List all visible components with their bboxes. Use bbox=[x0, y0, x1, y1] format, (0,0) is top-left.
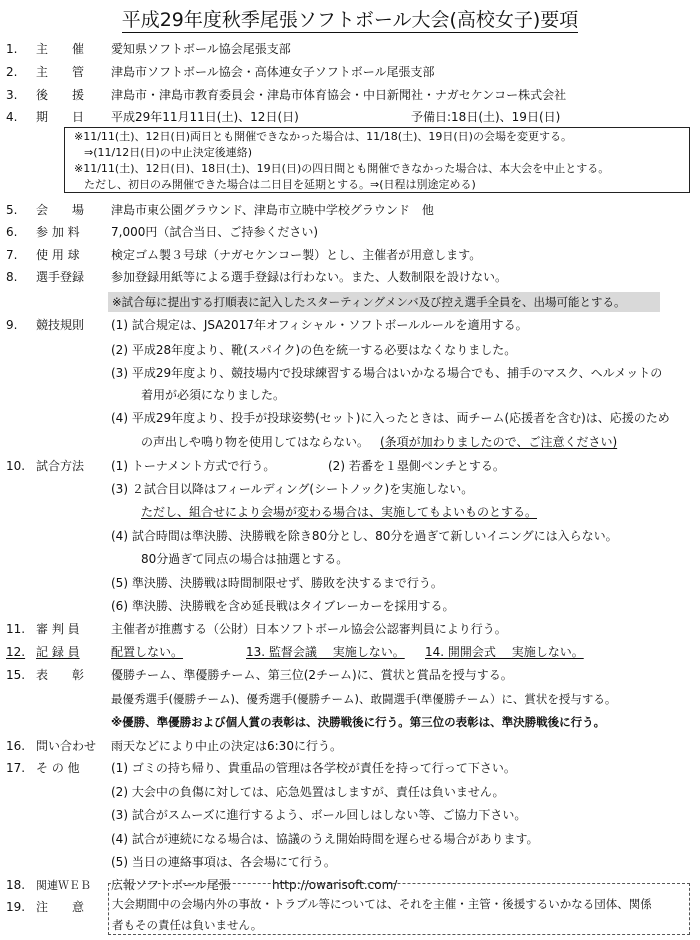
item-num: 15. bbox=[6, 668, 26, 682]
item-num: 8. bbox=[6, 270, 18, 284]
method-line: (5) 準決勝、決勝戦は時間制限せず、勝敗を決するまで行う。 bbox=[111, 576, 443, 590]
item-num: 5. bbox=[6, 203, 18, 217]
item-text: 配置しない。 bbox=[111, 645, 184, 659]
item-text: 津島市東公園グラウンド、津島市立暁中学校グラウンド 他 bbox=[111, 203, 434, 217]
other-line: (3) 試合がスムーズに進行するよう、ボール回しはしない等、ご協力下さい。 bbox=[111, 808, 527, 822]
award-note: ※優勝、準優勝および個人賞の表彰は、決勝戦後に行う。第三位の表彰は、準決勝戦後に行う。 bbox=[111, 715, 606, 729]
item-label: 後 援 bbox=[36, 88, 85, 102]
item-text: 参加登録用紙等による選手登録は行わない。また、人数制限を設けない。 bbox=[111, 270, 508, 284]
other-line: (4) 試合が連続になる場合は、協議のうえ開始時間を遅らせる場合があります。 bbox=[111, 832, 539, 846]
reserve-date: 予備日:18日(土)、19日(日) bbox=[411, 110, 561, 124]
notice-line: ※11/11(土)、12日(日)、18日(土)、19日(日)の四日間とも開催できなかった場合は、本大会を中止とする。 bbox=[74, 162, 610, 175]
method-line: (3) ２試合目以降はフィールディング(シートノック)を実施しない。 bbox=[111, 482, 474, 496]
award-line: 最優秀選手(優勝チーム)、優秀選手(優勝チーム)、敢闘選手(準優勝チーム）に、賞状を授与する。 bbox=[111, 692, 617, 706]
item-text: (1) 試合規定は、JSA2017年オフィシャル・ソフトボールルールを適用する。 bbox=[111, 318, 528, 332]
method-line: (2) 若番を１塁側ベンチとする。 bbox=[328, 459, 505, 473]
item-label: 問い合わせ bbox=[36, 739, 97, 753]
item-text: 検定ゴム製３号球（ナガセケンコー製）とし、主催者が用意します。 bbox=[111, 248, 482, 262]
item-label: 使 用 球 bbox=[36, 248, 80, 262]
item-label: 参 加 料 bbox=[36, 225, 80, 239]
item-text: 7,000円（試合当日、ご持参ください) bbox=[111, 225, 319, 239]
item-num: 19. bbox=[6, 900, 26, 914]
item-text: 主催者が推薦する（公財）日本ソフトボール協会公認審判員により行う。 bbox=[111, 622, 507, 636]
item-num: 6. bbox=[6, 225, 18, 239]
item-text: (1) トーナメント方式で行う。 bbox=[111, 459, 276, 473]
item-label: 試合方法 bbox=[36, 459, 85, 473]
method-line: (4) 試合時間は準決勝、決勝戦を除き80分とし、80分を過ぎて新しいイニングには入らない。 bbox=[111, 529, 618, 543]
item-num: 11. bbox=[6, 622, 26, 636]
rule-line: 着用が必須になりました。 bbox=[141, 388, 286, 402]
item-num: 12. bbox=[6, 645, 26, 659]
notice-line: ただし、初日のみ開催できた場合は二日目を延期とする。⇒(日程は別途定める) bbox=[84, 178, 476, 191]
page-title: 平成29年度秋季尾張ソフトボール大会(高校女子)要項 bbox=[121, 9, 579, 31]
item-label: 競技規則 bbox=[36, 318, 85, 332]
other-line: (2) 大会中の負傷に対しては、応急処置はしますが、責任は負いません。 bbox=[111, 785, 505, 799]
item-num: 9. bbox=[6, 318, 18, 332]
method-line: 80分過ぎて同点の場合は抽選とする。 bbox=[141, 552, 349, 566]
item-num: 2. bbox=[6, 65, 18, 79]
item-text: 平成29年11月11日(土)、12日(日) bbox=[111, 110, 299, 124]
item-num: 3. bbox=[6, 88, 18, 102]
item-label: 記 録 員 bbox=[36, 645, 80, 659]
item-label: 表 彰 bbox=[36, 668, 85, 682]
item-text: (1) ゴミの持ち帰り、貴重品の管理は各学校が責任を持って行って下さい。 bbox=[111, 761, 516, 775]
item-label: そ の 他 bbox=[36, 761, 80, 775]
item-label: 関連ＷＥＢ bbox=[36, 879, 91, 892]
item-num: 7. bbox=[6, 248, 18, 262]
notice-line: ※11/11(土)、12日(日)両日とも開催できなかった場合は、11/18(土)、19日(日)の会場を変更する。 bbox=[74, 130, 572, 143]
item-num: 10. bbox=[6, 459, 26, 473]
item-label: 主 催 bbox=[36, 42, 85, 56]
item-label: 期 日 bbox=[36, 110, 85, 124]
other-line: (5) 当日の連絡事項は、各会場にて行う。 bbox=[111, 855, 336, 869]
rule-line: の声出しや鳴り物を使用してはならない。 bbox=[141, 435, 370, 449]
item-num: 16. bbox=[6, 739, 26, 753]
item-label: 会 場 bbox=[36, 203, 85, 217]
item-num: 1. bbox=[6, 42, 18, 56]
caution-line: 大会期間中の会場内外の事故・トラブル等については、それを主催・主管・後援するいかなる団体、関係 bbox=[112, 897, 652, 911]
meeting-item: 14. 開開会式 実施しない。 bbox=[425, 645, 584, 659]
item-text: 雨天などにより中止の決定は6:30に行う。 bbox=[111, 739, 342, 753]
item-text: 津島市・津島市教育委員会・津島市体育協会・中日新聞社・ナガセケンコー株式会社 bbox=[111, 88, 567, 102]
caution-line: 者もその責任は負いません。 bbox=[112, 918, 263, 932]
notice-line: ⇒(11/12日(日)の中止決定後連絡) bbox=[84, 146, 253, 159]
item-text: 広報ソフトボール尾張 bbox=[111, 878, 231, 892]
item-label: 主 管 bbox=[36, 65, 85, 79]
item-num: 17. bbox=[6, 761, 26, 775]
website-link[interactable]: http://owarisoft.com/ bbox=[272, 878, 398, 892]
item-num: 4. bbox=[6, 110, 18, 124]
rule-note: (条項が加わりましたので、ご注意ください) bbox=[380, 435, 618, 449]
method-line: (6) 準決勝、決勝戦を含め延長戦はタイブレーカーを採用する。 bbox=[111, 599, 455, 613]
item-num: 18. bbox=[6, 878, 26, 892]
registration-note: ※試合毎に提出する打順表に記入したスターティングメンバ及び控え選手全員を、出場可能とする。 bbox=[108, 292, 660, 312]
item-label: 注 意 bbox=[36, 900, 85, 914]
rule-line: (4) 平成29年度より、投手が投球姿勢(セット)に入ったときは、両チーム(応援者を含む)は、応援のため bbox=[111, 411, 670, 425]
rule-line: (3) 平成29年度より、競技場内で投球練習する場合はいかなる場合でも、捕手のマスク、ヘルメットの bbox=[111, 366, 663, 380]
item-label: 審 判 員 bbox=[36, 622, 80, 636]
rule-line: (2) 平成28年度より、靴(スパイク)の色を統一する必要はなくなりました。 bbox=[111, 343, 517, 357]
meeting-item: 13. 監督会議 実施しない。 bbox=[246, 645, 405, 659]
method-line: ただし、組合せにより会場が変わる場合は、実施してもよいものとする。 bbox=[141, 505, 538, 519]
item-label: 選手登録 bbox=[36, 270, 85, 284]
item-text: 優勝チーム、準優勝チーム、第三位(2チーム)に、賞状と賞品を授与する。 bbox=[111, 668, 513, 682]
item-text: 愛知県ソフトボール協会尾張支部 bbox=[111, 42, 291, 56]
item-text: 津島市ソフトボール協会・高体連女子ソフトボール尾張支部 bbox=[111, 65, 435, 79]
